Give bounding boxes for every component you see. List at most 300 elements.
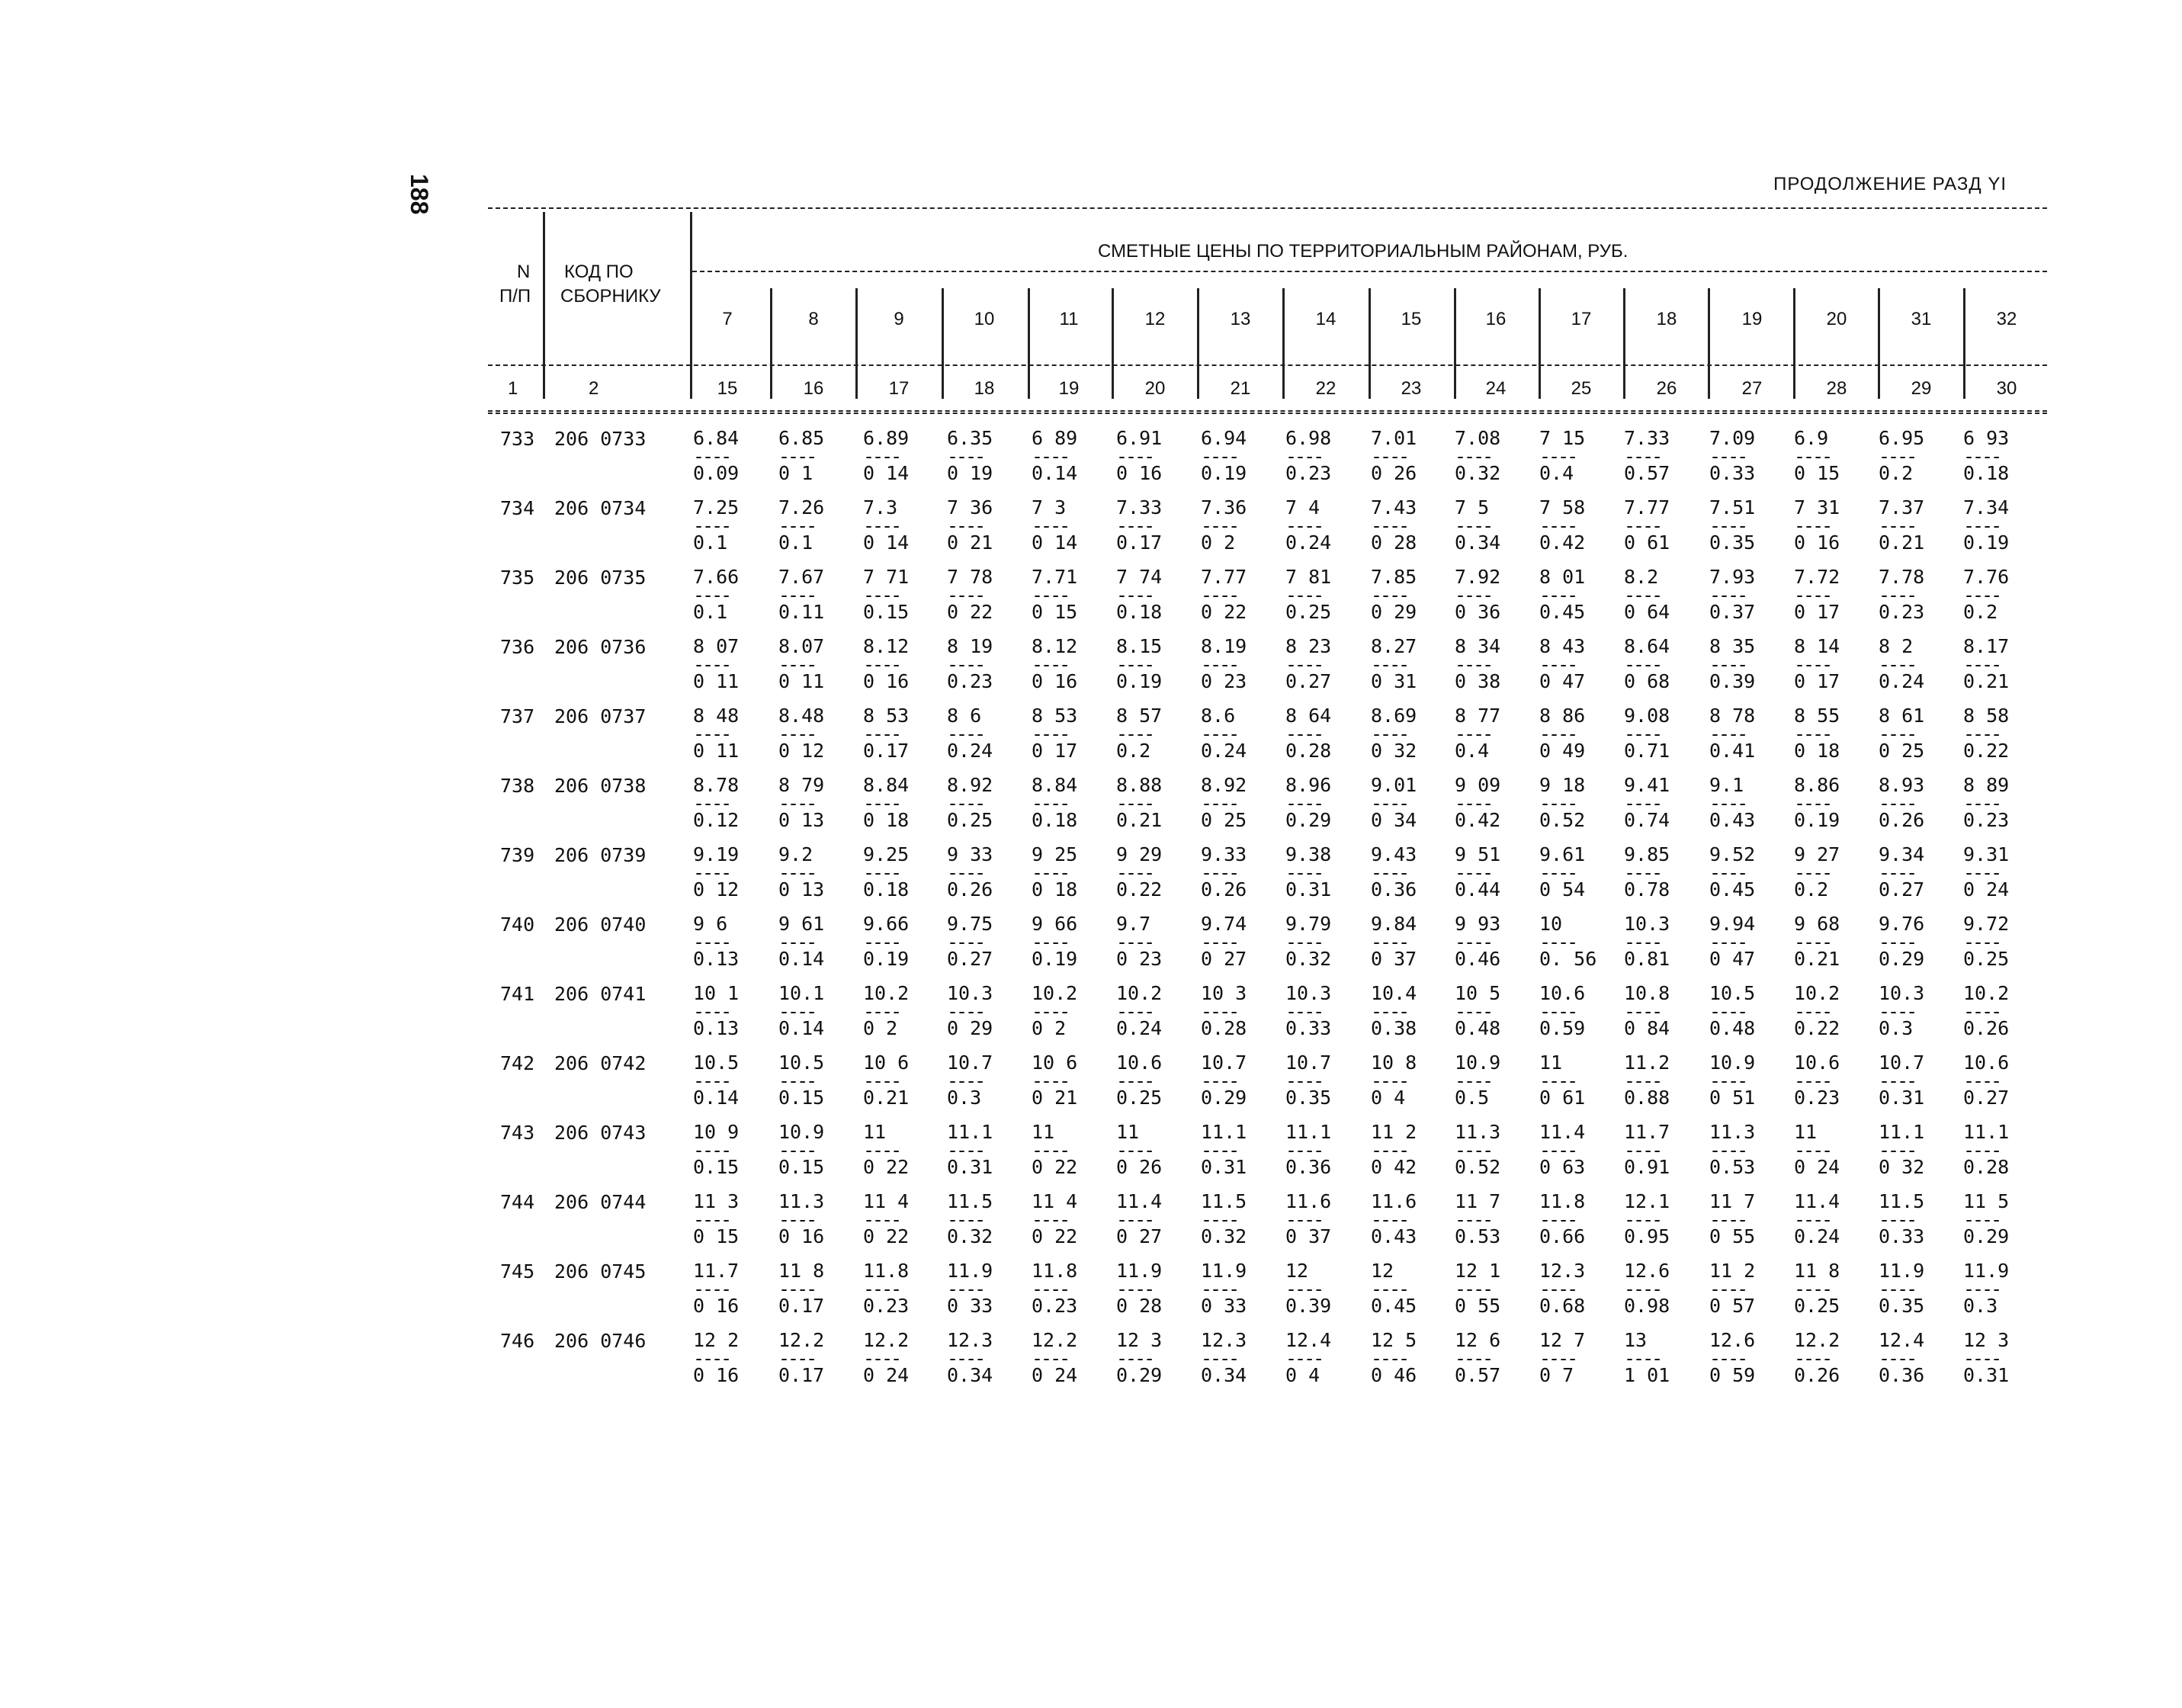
price-value: 11.6 — [1371, 1190, 1417, 1212]
price-value: 6.85 — [778, 427, 825, 449]
fraction-separator: ---- — [1032, 1139, 1069, 1161]
fraction-separator: ---- — [1624, 445, 1661, 467]
fraction-separator: ---- — [1963, 1000, 2001, 1023]
price-value: 0.39 — [1709, 669, 1756, 692]
price-value: 9.38 — [1285, 843, 1332, 865]
price-value: 0.2 — [1116, 739, 1151, 762]
column-index: 25 — [1571, 378, 1592, 399]
fraction-separator: ---- — [1539, 445, 1577, 467]
price-value: 8 48 — [693, 705, 740, 727]
price-value: 0.18 — [1116, 600, 1163, 623]
fraction-separator: ---- — [1624, 792, 1661, 814]
price-value: 0 47 — [1539, 669, 1586, 692]
price-value: 0.39 — [1285, 1294, 1332, 1317]
fraction-separator: ---- — [1624, 1139, 1661, 1161]
price-value: 8.96 — [1285, 774, 1332, 796]
price-value: 0 14 — [1032, 531, 1078, 554]
district-col-header: 11 — [1059, 309, 1079, 329]
price-value: 11 8 — [778, 1260, 825, 1282]
fraction-separator: ---- — [1371, 792, 1408, 814]
price-value: 11 2 — [1709, 1260, 1756, 1282]
fraction-separator: ---- — [1539, 792, 1577, 814]
price-value: 10 1 — [693, 982, 740, 1004]
price-value: 10.5 — [778, 1051, 825, 1074]
price-value: 0.3 — [1963, 1294, 1998, 1317]
price-value: 0 38 — [1455, 669, 1501, 692]
price-value: 0.36 — [1285, 1155, 1332, 1178]
price-value: 0.95 — [1624, 1225, 1670, 1247]
fraction-separator: ---- — [863, 1278, 900, 1300]
price-value: 0 16 — [1116, 461, 1163, 484]
fraction-separator: ---- — [1963, 931, 2001, 953]
price-value: 0 13 — [778, 808, 825, 831]
fraction-separator: ---- — [1455, 515, 1492, 537]
fraction-separator: ---- — [1879, 515, 1916, 537]
fraction-separator: ---- — [1032, 792, 1069, 814]
fraction-separator: ---- — [1371, 515, 1408, 537]
row-number: 735 — [500, 567, 535, 589]
fraction-separator: ---- — [947, 1209, 984, 1231]
fraction-separator: ---- — [1116, 862, 1154, 884]
district-col-header: 19 — [1741, 309, 1763, 329]
header-np-line1: N — [517, 262, 531, 282]
price-value: 11.9 — [1963, 1260, 2010, 1282]
table-border — [855, 288, 858, 399]
price-value: 0 25 — [1879, 739, 1925, 762]
price-value: 0.26 — [1879, 808, 1925, 831]
fraction-separator: ---- — [1201, 931, 1238, 953]
price-value: 0.1 — [693, 600, 728, 623]
fraction-separator: ---- — [1963, 1209, 2001, 1231]
price-value: 9 6 — [693, 913, 728, 935]
fraction-separator: ---- — [863, 653, 900, 676]
price-value: 0 25 — [1201, 808, 1247, 831]
price-value: 11 2 — [1371, 1121, 1417, 1143]
price-value: 0 37 — [1285, 1225, 1332, 1247]
fraction-separator: ---- — [1794, 1209, 1831, 1231]
price-value: 0 16 — [863, 669, 910, 692]
price-value: 0.41 — [1709, 739, 1756, 762]
price-value: 8 43 — [1539, 635, 1586, 657]
column-index: 1 — [508, 378, 518, 399]
district-col-header: 20 — [1826, 309, 1847, 329]
fraction-separator: ---- — [1116, 723, 1154, 745]
price-value: 0.09 — [693, 461, 740, 484]
price-value: 7 74 — [1116, 566, 1163, 588]
price-value: 9.84 — [1371, 913, 1417, 935]
price-value: 0.57 — [1455, 1363, 1501, 1386]
price-value: 6.91 — [1116, 427, 1163, 449]
price-value: 0.15 — [778, 1155, 825, 1178]
price-value: 0 36 — [1455, 600, 1501, 623]
price-value: 11 8 — [1794, 1260, 1840, 1282]
price-value: 8.2 — [1624, 566, 1659, 588]
price-value: 0.4 — [1455, 739, 1490, 762]
price-value: 7.71 — [1032, 566, 1078, 588]
fraction-separator: ---- — [1455, 1209, 1492, 1231]
row-code: 206 0736 — [554, 636, 647, 658]
row-number: 739 — [500, 844, 535, 866]
price-value: 10.7 — [1285, 1051, 1332, 1074]
price-value: 9.2 — [778, 843, 813, 865]
fraction-separator: ---- — [1371, 862, 1408, 884]
price-value: 0 27 — [1116, 1225, 1163, 1247]
district-col-header: 15 — [1401, 309, 1422, 329]
price-value: 7 71 — [863, 566, 910, 588]
fraction-separator: ---- — [693, 584, 730, 606]
price-value: 0 26 — [1116, 1155, 1163, 1178]
fraction-separator: ---- — [1371, 584, 1408, 606]
price-value: 0.31 — [1963, 1363, 2010, 1386]
price-value: 0.26 — [1794, 1363, 1840, 1386]
price-value: 0.24 — [1794, 1225, 1840, 1247]
price-value: 0.35 — [1709, 531, 1756, 554]
fraction-separator: ---- — [947, 515, 984, 537]
price-value: 6.89 — [863, 427, 910, 449]
price-value: 11.3 — [778, 1190, 825, 1212]
fraction-separator: ---- — [1794, 584, 1831, 606]
price-value: 12.2 — [778, 1329, 825, 1351]
price-value: 0 18 — [1032, 878, 1078, 901]
price-value: 1 01 — [1624, 1363, 1670, 1386]
price-value: 0 21 — [947, 531, 993, 554]
price-value: 7 31 — [1794, 496, 1840, 518]
table-border — [690, 212, 692, 399]
price-value: 0 32 — [1371, 739, 1417, 762]
fraction-separator: ---- — [1285, 1139, 1323, 1161]
price-value: 12 — [1371, 1260, 1394, 1282]
fraction-separator: ---- — [778, 584, 816, 606]
table-border — [1028, 288, 1030, 399]
price-value: 0. 56 — [1539, 947, 1597, 970]
row-number: 745 — [500, 1260, 535, 1283]
price-value: 0.31 — [947, 1155, 993, 1178]
row-code: 206 0742 — [554, 1052, 647, 1074]
fraction-separator: ---- — [1032, 1278, 1069, 1300]
price-value: 0.31 — [1285, 878, 1332, 901]
fraction-separator: ---- — [1794, 723, 1831, 745]
column-index: 30 — [1996, 378, 2017, 399]
fraction-separator: ---- — [1963, 584, 2001, 606]
price-value: 0 34 — [1371, 808, 1417, 831]
price-value: 0.38 — [1371, 1016, 1417, 1039]
price-value: 11 — [1539, 1051, 1563, 1074]
price-value: 12 1 — [1455, 1260, 1501, 1282]
fraction-separator: ---- — [1455, 653, 1492, 676]
price-value: 0 24 — [1963, 878, 2010, 901]
price-value: 8 64 — [1285, 705, 1332, 727]
fraction-separator: ---- — [1455, 792, 1492, 814]
price-value: 7.36 — [1201, 496, 1247, 518]
price-value: 0.68 — [1539, 1294, 1586, 1317]
row-number: 734 — [500, 497, 535, 519]
price-value: 7 15 — [1539, 427, 1586, 449]
price-value: 11.1 — [1285, 1121, 1332, 1143]
fraction-separator: ---- — [693, 1209, 730, 1231]
price-value: 9 33 — [947, 843, 993, 865]
fraction-separator: ---- — [1624, 1278, 1661, 1300]
price-value: 10.7 — [947, 1051, 993, 1074]
fraction-separator: ---- — [1879, 792, 1916, 814]
price-value: 8.93 — [1879, 774, 1925, 796]
fraction-separator: ---- — [1709, 1278, 1747, 1300]
price-value: 8.12 — [1032, 635, 1078, 657]
price-value: 9.94 — [1709, 913, 1756, 935]
fraction-separator: ---- — [1624, 1347, 1661, 1369]
fraction-separator: ---- — [1371, 1278, 1408, 1300]
price-value: 8 19 — [947, 635, 993, 657]
fraction-separator: ---- — [947, 1070, 984, 1092]
fraction-separator: ---- — [863, 1139, 900, 1161]
price-value: 0 18 — [1794, 739, 1840, 762]
row-code: 206 0740 — [554, 913, 647, 936]
fraction-separator: ---- — [1539, 1070, 1577, 1092]
fraction-separator: ---- — [1032, 445, 1069, 467]
price-value: 0.43 — [1709, 808, 1756, 831]
price-value: 11.1 — [1963, 1121, 2010, 1143]
price-value: 0.19 — [863, 947, 910, 970]
price-value: 0.23 — [1794, 1086, 1840, 1109]
price-value: 12.3 — [1539, 1260, 1586, 1282]
column-index: 22 — [1315, 378, 1336, 399]
price-value: 0 55 — [1709, 1225, 1756, 1247]
fraction-separator: ---- — [1794, 931, 1831, 953]
price-value: 11.6 — [1285, 1190, 1332, 1212]
price-value: 11.3 — [1709, 1121, 1756, 1143]
price-value: 7.01 — [1371, 427, 1417, 449]
price-value: 11 4 — [863, 1190, 910, 1212]
price-value: 0.29 — [1963, 1225, 2010, 1247]
price-value: 0 33 — [1201, 1294, 1247, 1317]
fraction-separator: ---- — [1201, 723, 1238, 745]
price-value: 0.2 — [1963, 600, 1998, 623]
price-value: 11.5 — [1201, 1190, 1247, 1212]
price-value: 8 58 — [1963, 705, 2010, 727]
column-index: 23 — [1401, 378, 1422, 399]
price-value: 0.23 — [947, 669, 993, 692]
fraction-separator: ---- — [1539, 1278, 1577, 1300]
fraction-separator: ---- — [693, 862, 730, 884]
price-value: 0.32 — [1455, 461, 1501, 484]
price-value: 0.81 — [1624, 947, 1670, 970]
price-value: 0 47 — [1709, 947, 1756, 970]
price-value: 8 2 — [1879, 635, 1914, 657]
price-value: 0 16 — [693, 1294, 740, 1317]
fraction-separator: ---- — [1539, 723, 1577, 745]
price-value: 0 24 — [1032, 1363, 1078, 1386]
fraction-separator: ---- — [693, 445, 730, 467]
fraction-separator: ---- — [863, 1070, 900, 1092]
fraction-separator: ---- — [1624, 862, 1661, 884]
price-value: 8 61 — [1879, 705, 1925, 727]
price-value: 12.6 — [1709, 1329, 1756, 1351]
fraction-separator: ---- — [1709, 1070, 1747, 1092]
price-value: 9.41 — [1624, 774, 1670, 796]
price-value: 10.3 — [1879, 982, 1925, 1004]
district-col-header: 17 — [1571, 309, 1592, 329]
price-value: 9.34 — [1879, 843, 1925, 865]
fraction-separator: ---- — [778, 653, 816, 676]
price-value: 8 01 — [1539, 566, 1586, 588]
fraction-separator: ---- — [1285, 931, 1323, 953]
fraction-separator: ---- — [1455, 445, 1492, 467]
price-value: 0.21 — [863, 1086, 910, 1109]
price-value: 7.26 — [778, 496, 825, 518]
fraction-separator: ---- — [947, 931, 984, 953]
price-value: 0.35 — [1285, 1086, 1332, 1109]
price-value: 0 15 — [1032, 600, 1078, 623]
price-value: 13 — [1624, 1329, 1648, 1351]
fraction-separator: ---- — [1285, 1070, 1323, 1092]
price-value: 0.14 — [778, 1016, 825, 1039]
fraction-separator: ---- — [693, 792, 730, 814]
price-value: 0 17 — [1794, 600, 1840, 623]
table-border — [543, 212, 545, 399]
fraction-separator: ---- — [1963, 1278, 2001, 1300]
price-value: 0.28 — [1963, 1155, 2010, 1178]
price-value: 0.19 — [1201, 461, 1247, 484]
price-value: 0.26 — [1201, 878, 1247, 901]
fraction-separator: ---- — [1963, 723, 2001, 745]
fraction-separator: ---- — [863, 723, 900, 745]
price-value: 0.29 — [1285, 808, 1332, 831]
price-value: 0.45 — [1371, 1294, 1417, 1317]
price-value: 0 17 — [1794, 669, 1840, 692]
district-col-header: 7 — [722, 309, 733, 329]
price-value: 7 5 — [1455, 496, 1490, 518]
fraction-separator: ---- — [778, 1209, 816, 1231]
fraction-separator: ---- — [1032, 931, 1069, 953]
fraction-separator: ---- — [1201, 1000, 1238, 1023]
fraction-separator: ---- — [1032, 1347, 1069, 1369]
price-value: 0 16 — [1032, 669, 1078, 692]
fraction-separator: ---- — [1879, 931, 1916, 953]
fraction-separator: ---- — [1709, 723, 1747, 745]
price-value: 0 22 — [1201, 600, 1247, 623]
price-value: 10.3 — [1285, 982, 1332, 1004]
price-value: 0 28 — [1116, 1294, 1163, 1317]
fraction-separator: ---- — [1794, 653, 1831, 676]
price-value: 10.5 — [1709, 982, 1756, 1004]
fraction-separator: ---- — [1285, 792, 1323, 814]
fraction-separator: ---- — [1539, 862, 1577, 884]
fraction-separator: ---- — [1879, 1278, 1916, 1300]
fraction-separator: ---- — [1794, 1139, 1831, 1161]
fraction-separator: ---- — [1709, 1209, 1747, 1231]
fraction-separator: ---- — [1794, 862, 1831, 884]
price-value: 0.24 — [947, 739, 993, 762]
price-value: 6.98 — [1285, 427, 1332, 449]
district-col-header: 12 — [1144, 309, 1166, 329]
price-value: 0 16 — [693, 1363, 740, 1386]
price-value: 11.9 — [1879, 1260, 1925, 1282]
table-border — [1878, 288, 1880, 399]
fraction-separator: ---- — [778, 1347, 816, 1369]
price-value: 0.24 — [1201, 739, 1247, 762]
price-value: 0.33 — [1879, 1225, 1925, 1247]
price-value: 10.2 — [863, 982, 910, 1004]
price-value: 9.74 — [1201, 913, 1247, 935]
price-value: 8 35 — [1709, 635, 1756, 657]
fraction-separator: ---- — [1201, 515, 1238, 537]
fraction-separator: ---- — [947, 584, 984, 606]
district-col-header: 18 — [1656, 309, 1677, 329]
price-value: 9.75 — [947, 913, 993, 935]
fraction-separator: ---- — [1116, 1070, 1154, 1092]
fraction-separator: ---- — [947, 653, 984, 676]
price-value: 0.34 — [1455, 531, 1501, 554]
price-value: 0 16 — [1794, 531, 1840, 554]
fraction-separator: ---- — [693, 1139, 730, 1161]
price-value: 11.1 — [1879, 1121, 1925, 1143]
price-value: 0.25 — [947, 808, 993, 831]
fraction-separator: ---- — [1879, 1347, 1916, 1369]
fraction-separator: ---- — [1624, 1209, 1661, 1231]
price-value: 0 1 — [778, 461, 813, 484]
price-value: 10.2 — [1794, 982, 1840, 1004]
column-index: 20 — [1144, 378, 1166, 399]
fraction-separator: ---- — [1963, 1347, 2001, 1369]
table-border — [1369, 288, 1371, 399]
fraction-separator: ---- — [778, 1139, 816, 1161]
price-value: 0.33 — [1709, 461, 1756, 484]
fraction-separator: ---- — [1116, 515, 1154, 537]
price-value: 7.93 — [1709, 566, 1756, 588]
price-value: 0 22 — [1032, 1225, 1078, 1247]
fraction-separator: ---- — [1285, 1347, 1323, 1369]
fraction-separator: ---- — [778, 445, 816, 467]
price-value: 8 86 — [1539, 705, 1586, 727]
price-value: 9.52 — [1709, 843, 1756, 865]
fraction-separator: ---- — [1201, 1209, 1238, 1231]
price-value: 0.74 — [1624, 808, 1670, 831]
price-value: 0.17 — [863, 739, 910, 762]
price-value: 10.5 — [693, 1051, 740, 1074]
fraction-separator: ---- — [693, 653, 730, 676]
fraction-separator: ---- — [1455, 862, 1492, 884]
column-index: 29 — [1911, 378, 1932, 399]
price-value: 12.6 — [1624, 1260, 1670, 1282]
fraction-separator: ---- — [1709, 515, 1747, 537]
price-value: 8.15 — [1116, 635, 1163, 657]
price-value: 10 6 — [1032, 1051, 1078, 1074]
fraction-separator: ---- — [1371, 723, 1408, 745]
price-value: 0 63 — [1539, 1155, 1586, 1178]
table-rule — [488, 410, 2047, 412]
price-value: 9.31 — [1963, 843, 2010, 865]
fraction-separator: ---- — [1963, 653, 2001, 676]
price-value: 0.21 — [1116, 808, 1163, 831]
price-value: 0.34 — [1201, 1363, 1247, 1386]
fraction-separator: ---- — [1879, 862, 1916, 884]
fraction-separator: ---- — [863, 1000, 900, 1023]
price-value: 0.17 — [778, 1294, 825, 1317]
fraction-separator: ---- — [693, 1347, 730, 1369]
row-code: 206 0737 — [554, 705, 647, 727]
fraction-separator: ---- — [1455, 1278, 1492, 1300]
fraction-separator: ---- — [1879, 653, 1916, 676]
fraction-separator: ---- — [1709, 1139, 1747, 1161]
price-value: 0 49 — [1539, 739, 1586, 762]
fraction-separator: ---- — [1201, 1278, 1238, 1300]
fraction-separator: ---- — [1285, 723, 1323, 745]
fraction-separator: ---- — [1709, 792, 1747, 814]
row-number: 743 — [500, 1122, 535, 1144]
fraction-separator: ---- — [1201, 1070, 1238, 1092]
fraction-separator: ---- — [1963, 1070, 2001, 1092]
price-value: 0.88 — [1624, 1086, 1670, 1109]
price-value: 9.19 — [693, 843, 740, 865]
